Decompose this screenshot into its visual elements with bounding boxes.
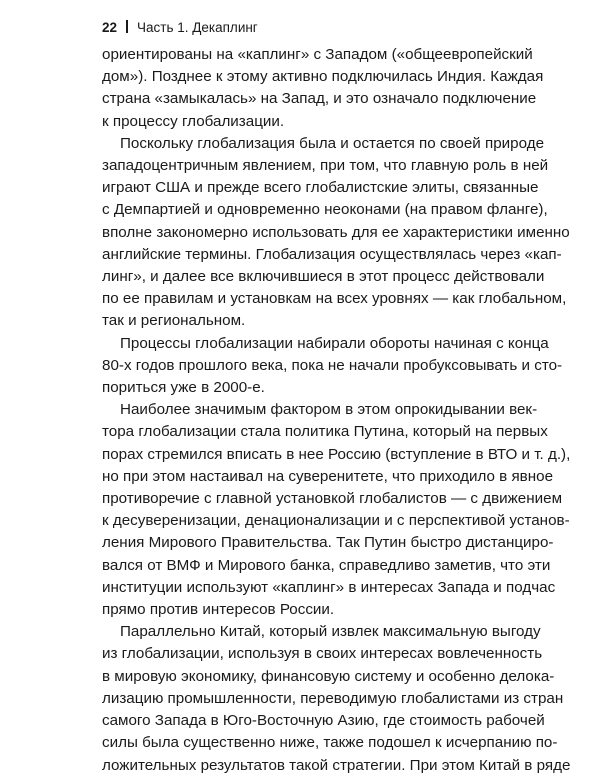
text-line: дом»). Позднее к этому активно подключилась Индия. Каждая	[102, 68, 544, 86]
text-line: самого Запада в Юго-Восточную Азию, где стоимость рабочей	[102, 712, 545, 730]
text-line: по ее правилам и установкам на всех уровнях — как глобальном,	[102, 290, 567, 308]
text-line: в мировую экономику, финансовую систему и особенно делока-	[102, 667, 555, 685]
paragraph	[102, 399, 571, 621]
text-line: из глобализации, используя в своих интересах вовлеченность	[102, 645, 543, 663]
text-line: силы была существенно ниже, также подошел к исчерпанию по-	[102, 734, 558, 752]
text-line: порах стремился вписать в нее Россию (вступление в ВТО и т. д.),	[102, 445, 571, 463]
text-line: пориться уже в 2000-е.	[102, 379, 265, 397]
text-line: противоречие с главной установкой глобалистов — с движением	[102, 490, 563, 508]
text-line: Наиболее значимым фактором в этом опрокидывании век-	[120, 401, 538, 419]
body-text	[102, 44, 571, 777]
text-line: играют США и прежде всего глобалистские элиты, связанные	[102, 179, 539, 197]
text-line: с Демпартией и одновременно неоконами (на правом фланге),	[102, 201, 548, 219]
text-line: страна «замыкалась» на Запад, и это означало подключение	[102, 90, 537, 108]
text-line: прямо против интересов России.	[102, 601, 335, 619]
paragraph	[102, 333, 563, 400]
text-line: так и региональном.	[102, 312, 246, 330]
chapter-title: Часть 1. Декаплинг	[137, 20, 258, 35]
text-line: линг», и далее все включившиеся в этот процесс действовали	[102, 268, 545, 286]
text-line: к десуверенизации, денационализации и с перспективой установ-	[102, 512, 570, 530]
header-separator	[126, 20, 128, 33]
text-line: 80-х годов прошлого века, пока не начали пробуксовывать и сто-	[102, 356, 563, 374]
text-line: ложительных результатов такой стратегии. При этом Китай в ряде	[102, 756, 571, 774]
text-line: вполне закономерно использовать для ее характеристики именно	[102, 223, 570, 241]
text-line: английские термины. Глобализация осуществлялась через «кап-	[102, 245, 562, 263]
text-line: западоцентричным явлением, при том, что главную роль в ней	[102, 157, 549, 175]
text-line: но при этом настаивал на суверенитете, что приходило в явное	[102, 467, 554, 485]
text-line: ления Мирового Правительства. Так Путин быстро дистанциро-	[102, 534, 554, 552]
text-line: вался от ВМФ и Мирового банка, справедливо заметив, что эти	[102, 556, 551, 574]
text-line: тора глобализации стала политика Путина, который на первых	[102, 423, 548, 441]
text-line: институции используют «каплинг» в интересах Запада и подчас	[102, 578, 556, 596]
running-head	[102, 19, 258, 37]
paragraph	[102, 44, 544, 133]
text-line: лизацию промышленности, переводимую глобалистами из стран	[102, 689, 564, 707]
text-line: Поскольку глобализация была и остается по своей природе	[120, 134, 545, 152]
text-line: Процессы глобализации набирали обороты начиная с конца	[120, 334, 549, 352]
paragraph	[102, 621, 571, 776]
paragraph	[102, 133, 570, 333]
text-line: к процессу глобализации.	[102, 112, 285, 130]
text-line: Параллельно Китай, который извлек максимальную выгоду	[120, 623, 541, 641]
page-number: 22	[102, 20, 118, 35]
text-line: ориентированы на «каплинг» с Западом («общеевропейский	[102, 46, 533, 63]
